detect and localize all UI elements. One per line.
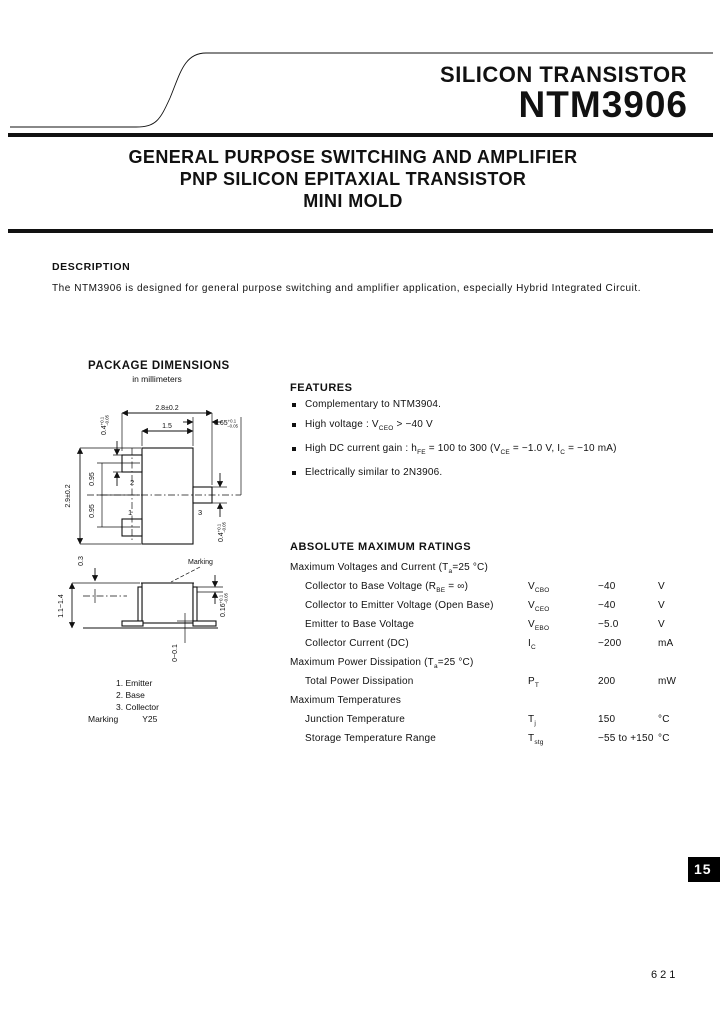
rating-value: 200	[598, 676, 616, 687]
feature-text: High DC current gain : $h_{FE} = 100$ to 300 ($V_{CE} = -1.0$ V, $I_C = -10$ mA)	[305, 443, 617, 456]
rating-symbol: $I_C$	[528, 638, 536, 651]
rating-parameter: Storage Temperature Range	[305, 733, 437, 744]
rating-unit: mA	[658, 638, 674, 649]
marking-row	[88, 714, 157, 724]
rating-unit: °C	[658, 733, 670, 744]
legend-item-emitter: 1. Emitter	[116, 678, 153, 688]
ratings-heading: ABSOLUTE MAXIMUM RATINGS	[290, 541, 472, 553]
dim-pin-pitch-upper: 0.95	[89, 472, 96, 486]
rating-unit: °C	[658, 714, 670, 725]
bullet-square-icon	[292, 403, 296, 407]
bullet-square-icon	[292, 423, 296, 427]
dim-standoff: 0~0.1	[172, 644, 179, 662]
dim-lead-top: 0.3	[78, 556, 85, 566]
title-line-3: MINI MOLD	[303, 191, 403, 211]
package-dimensions-heading: PACKAGE DIMENSIONS	[88, 360, 230, 372]
dim-lead-thickness: $0.16^{+0.1}-0.05$	[218, 593, 229, 617]
feature-item	[290, 443, 710, 459]
rating-value: 150	[598, 714, 616, 725]
ratings-section-title: Maximum Temperatures	[290, 695, 402, 706]
bullet-square-icon	[292, 471, 296, 475]
rating-value: −5.0	[598, 619, 619, 630]
pin3-number: 3	[198, 508, 203, 517]
section-tab: 15	[688, 857, 720, 882]
legend-item-collector: 3. Collector	[116, 702, 159, 712]
rating-unit: mW	[658, 676, 677, 687]
rating-parameter: Collector to Base Voltage ($R_{BE}$ = ∞)	[305, 581, 469, 594]
rating-parameter: Total Power Dissipation	[305, 676, 414, 687]
package-drawing	[55, 391, 290, 681]
rating-parameter: Collector to Emitter Voltage (Open Base)	[305, 600, 494, 611]
feature-item	[290, 399, 710, 411]
divider-rule-top	[8, 133, 713, 137]
feature-text: Complementary to NTM3904.	[305, 399, 442, 410]
divider-rule-title	[8, 229, 713, 233]
package-unit-note: in millimeters	[132, 374, 182, 384]
ratings-row	[290, 710, 710, 729]
rating-value: −40	[598, 600, 616, 611]
rating-value: −40	[598, 581, 616, 592]
rating-unit: V	[658, 581, 665, 592]
ratings-section-title: Maximum Voltages and Current ($T_a=25$ °C)	[290, 562, 489, 575]
features-heading: FEATURES	[290, 382, 353, 394]
rating-symbol: $T_j$	[528, 714, 536, 727]
pin1-number: 1	[128, 508, 133, 517]
ratings-section-title: Maximum Power Dissipation ($T_a=25$ °C)	[290, 657, 474, 670]
title-line-1: GENERAL PURPOSE SWITCHING AND AMPLIFIER	[128, 147, 578, 167]
marking-callout-label: Marking	[188, 559, 213, 566]
marking-code: Y25	[142, 714, 158, 724]
dim-overall-height: 2.9±0.2	[65, 484, 72, 508]
rating-symbol: $P_T$	[528, 676, 540, 689]
dim-pin-pitch-lower: 0.95	[89, 504, 96, 518]
page-number: 621	[651, 969, 679, 981]
ratings-row	[290, 615, 710, 634]
ratings-row	[290, 596, 710, 615]
dim-pin3-length: $0.65^{+0.1} -0.05$	[214, 418, 238, 429]
legend-item-base: 2. Base	[116, 690, 145, 700]
package-side-view	[58, 556, 228, 662]
rating-value: −55 to +150	[598, 733, 654, 744]
feature-item	[290, 467, 710, 479]
ratings-table	[290, 558, 710, 748]
rating-symbol: $V_{CBO}$	[528, 581, 550, 594]
ratings-row	[290, 634, 710, 653]
marking-row-label: Marking	[88, 714, 119, 724]
dim-body-height: 1.1~1.4	[58, 594, 65, 618]
ratings-row	[290, 577, 710, 596]
feature-item	[290, 419, 710, 435]
rating-unit: V	[658, 600, 665, 611]
bullet-square-icon	[292, 447, 296, 451]
rating-parameter: Collector Current (DC)	[305, 638, 409, 649]
description-heading: DESCRIPTION	[52, 261, 131, 273]
rating-unit: V	[658, 619, 665, 630]
package-top-view	[65, 405, 241, 544]
feature-text: Electrically similar to 2N3906.	[305, 467, 443, 478]
rating-symbol: $V_{CEO}$	[528, 600, 550, 613]
rating-value: −200	[598, 638, 622, 649]
title-block	[0, 146, 706, 212]
dim-pin-width-left: $0.4^{+0.1}-0.05$	[99, 414, 110, 436]
dim-overall-width: 2.8±0.2	[155, 405, 179, 412]
description-text: The NTM3906 is designed for general purpose switching and amplifier application, especially Hybrid Integrated Circuit.	[52, 283, 642, 294]
pin2-number: 2	[130, 478, 135, 487]
dim-pin-width-right: $0.4^{+0.1}-0.05$	[216, 521, 227, 543]
ratings-row	[290, 672, 710, 691]
part-number: NTM3906	[518, 84, 688, 125]
features-list	[290, 399, 710, 487]
rating-parameter: Emitter to Base Voltage	[305, 619, 415, 630]
rating-parameter: Junction Temperature	[305, 714, 405, 725]
pin-legend	[116, 677, 159, 713]
feature-text: High voltage : $V_{CEO} > -40$ V	[305, 419, 433, 432]
rating-symbol: $T_{stg}$	[528, 733, 544, 746]
ratings-row	[290, 729, 710, 748]
dim-body-width: 1.5	[162, 423, 172, 430]
device-category: SILICON TRANSISTOR	[440, 62, 687, 87]
title-line-2: PNP SILICON EPITAXIAL TRANSISTOR	[179, 169, 527, 189]
rating-symbol: $V_{EBO}$	[528, 619, 550, 632]
